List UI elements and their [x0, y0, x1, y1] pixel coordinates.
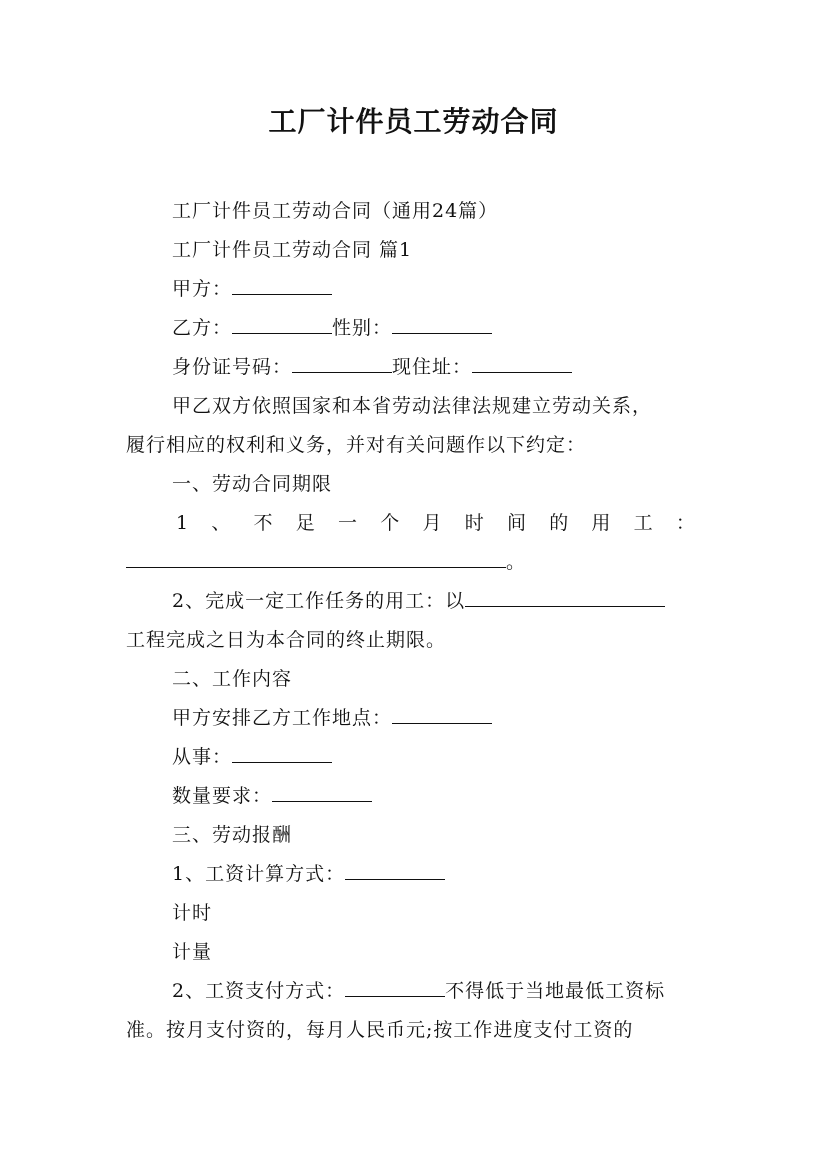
item-1-char: 一 — [338, 512, 359, 534]
item-2-line — [126, 588, 752, 614]
intro-text-2: 履行相应的权利和义务，并对有关问题作以下约定： — [126, 434, 587, 456]
intro-line-2 — [126, 432, 706, 458]
item-1-char: 、 — [211, 512, 232, 534]
by-time-line — [126, 900, 752, 926]
section-2-heading — [126, 666, 752, 692]
section-3-heading — [126, 822, 752, 848]
item-2-blank — [465, 588, 665, 607]
item-1-char: ： — [675, 512, 696, 534]
subtitle-text: 工厂计件员工劳动合同（通用24篇） — [172, 200, 499, 222]
work-place-line — [126, 705, 752, 731]
part-heading — [126, 237, 752, 263]
quantity-line — [126, 783, 752, 809]
pay-method-continuation — [126, 1017, 706, 1043]
wage-method-line — [126, 861, 752, 887]
item-1-char: 时 — [464, 512, 485, 534]
id-address-line — [126, 354, 752, 380]
item-1-char: 工 — [633, 512, 654, 534]
pay-method-blank — [345, 978, 445, 997]
document-title: 工厂计件员工劳动合同 — [268, 105, 559, 138]
item-1-char: 不 — [253, 512, 274, 534]
item-1-char: 1 — [176, 512, 190, 534]
pay-method-line — [126, 978, 752, 1004]
work-place-label: 甲方安排乙方工作地点： — [172, 707, 393, 729]
item-1-char: 用 — [591, 512, 612, 534]
item-1-blank — [126, 549, 506, 568]
by-piece-line — [126, 939, 752, 965]
party-a-blank — [232, 276, 332, 295]
pay-method-text-c: 准。按月支付资的，每月人民币元;按工作进度支付工资的 — [126, 1019, 634, 1041]
section-1-heading — [126, 471, 752, 497]
quantity-label: 数量要求： — [172, 785, 273, 807]
subtitle-line — [126, 198, 752, 224]
engage-blank — [232, 744, 332, 763]
item-2-text-b: 工程完成之日为本合同的终止期限。 — [126, 629, 447, 651]
section-2-text: 二、工作内容 — [172, 668, 293, 690]
item-1-char: 的 — [549, 512, 570, 534]
id-number-blank — [292, 354, 392, 373]
item-1-justified — [176, 510, 696, 536]
wage-method-blank — [345, 861, 445, 880]
section-1-text: 一、劳动合同期限 — [172, 473, 333, 495]
quantity-blank — [272, 783, 372, 802]
item-1-char: 月 — [422, 512, 443, 534]
party-a-line — [126, 276, 752, 302]
engage-label: 从事： — [172, 746, 233, 768]
part-heading-text: 工厂计件员工劳动合同 篇1 — [172, 239, 413, 261]
wage-method-label: 1、工资计算方式： — [172, 863, 346, 885]
engage-line — [126, 744, 752, 770]
gender-blank — [392, 315, 492, 334]
by-piece-text: 计量 — [172, 941, 213, 963]
gender-label: 性别： — [332, 317, 393, 339]
work-place-blank — [392, 705, 492, 724]
intro-line-1 — [126, 393, 752, 419]
pay-method-text: 不得低于当地最低工资标 — [445, 980, 666, 1002]
item-2-continuation — [126, 627, 706, 653]
party-a-label: 甲方： — [172, 278, 233, 300]
item-1-char: 间 — [506, 512, 527, 534]
item-1-continuation — [126, 549, 706, 575]
party-b-line — [126, 315, 752, 341]
item-1-line — [176, 510, 696, 536]
intro-text-1: 甲乙双方依照国家和本省劳动法律法规建立劳动关系， — [172, 395, 653, 417]
address-blank — [472, 354, 572, 373]
address-label: 现住址： — [392, 356, 473, 378]
section-3-text: 三、劳动报酬 — [172, 824, 293, 846]
item-1-end: 。 — [506, 551, 527, 573]
id-number-label: 身份证号码： — [172, 356, 293, 378]
item-1-char: 足 — [295, 512, 316, 534]
item-2-text: 2、完成一定工作任务的用工：以 — [172, 590, 466, 612]
party-b-label: 乙方： — [172, 317, 233, 339]
by-time-text: 计时 — [172, 902, 213, 924]
party-b-blank — [232, 315, 332, 334]
pay-method-label: 2、工资支付方式： — [172, 980, 346, 1002]
item-1-char: 个 — [380, 512, 401, 534]
